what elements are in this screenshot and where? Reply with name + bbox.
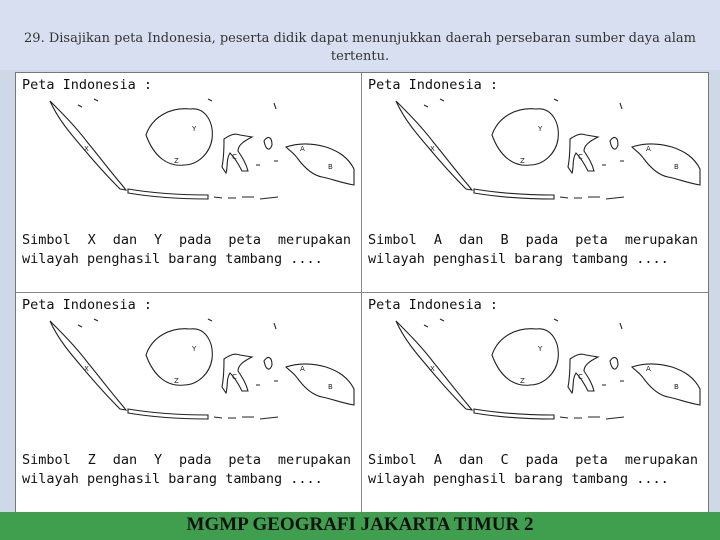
map-label-b: B — [674, 163, 679, 171]
map-label-c: C — [232, 153, 237, 161]
map-label-b: B — [328, 383, 333, 391]
map-label-y: Y — [192, 125, 197, 133]
map-label-a: A — [300, 145, 305, 153]
option-cell-2[interactable] — [362, 73, 708, 293]
footer-text: MGMP GEOGRAFI JAKARTA TIMUR 2 — [186, 514, 534, 535]
option-cell-3[interactable] — [16, 293, 362, 513]
map-title: Peta Indonesia : — [368, 297, 499, 313]
indonesia-map — [388, 315, 706, 425]
footer-banner — [0, 512, 720, 540]
map-label-a: A — [646, 365, 651, 373]
option-caption: Simbol A dan B pada peta merupakan wilayah penghasil barang tambang .... — [368, 232, 698, 267]
map-label-c: C — [578, 153, 583, 161]
map-label-c: C — [232, 373, 237, 381]
map-label-y: Y — [538, 125, 543, 133]
map-title: Peta Indonesia : — [22, 77, 153, 93]
question-text: 29. Disajikan peta Indonesia, peserta didik dapat menunjukkan daerah persebaran sumber daya alam tertentu. — [24, 31, 696, 64]
option-caption: Simbol A dan C pada peta merupakan wilayah penghasil barang tambang .... — [368, 452, 698, 487]
map-label-z: Z — [520, 377, 525, 385]
option-caption: Simbol X dan Y pada peta merupakan wilayah penghasil barang tambang .... — [22, 232, 351, 267]
option-cell-4[interactable] — [362, 293, 708, 513]
map-label-z: Z — [174, 157, 179, 165]
indonesia-map — [388, 95, 706, 205]
map-label-b: B — [328, 163, 333, 171]
indonesia-map — [42, 95, 360, 205]
map-label-z: Z — [174, 377, 179, 385]
map-label-z: Z — [520, 157, 525, 165]
option-cell-1[interactable] — [16, 73, 362, 293]
map-label-x: X — [84, 365, 89, 373]
map-label-a: A — [300, 365, 305, 373]
map-label-y: Y — [538, 345, 543, 353]
map-label-c: C — [578, 373, 583, 381]
map-label-x: X — [430, 365, 435, 373]
map-title: Peta Indonesia : — [368, 77, 499, 93]
option-caption: Simbol Z dan Y pada peta merupakan wilayah penghasil barang tambang .... — [22, 452, 351, 487]
map-title: Peta Indonesia : — [22, 297, 153, 313]
map-label-x: X — [84, 145, 89, 153]
map-label-b: B — [674, 383, 679, 391]
question-header — [0, 0, 720, 70]
map-label-x: X — [430, 145, 435, 153]
answer-grid — [15, 72, 709, 514]
indonesia-map — [42, 315, 360, 425]
map-label-a: A — [646, 145, 651, 153]
map-label-y: Y — [192, 345, 197, 353]
